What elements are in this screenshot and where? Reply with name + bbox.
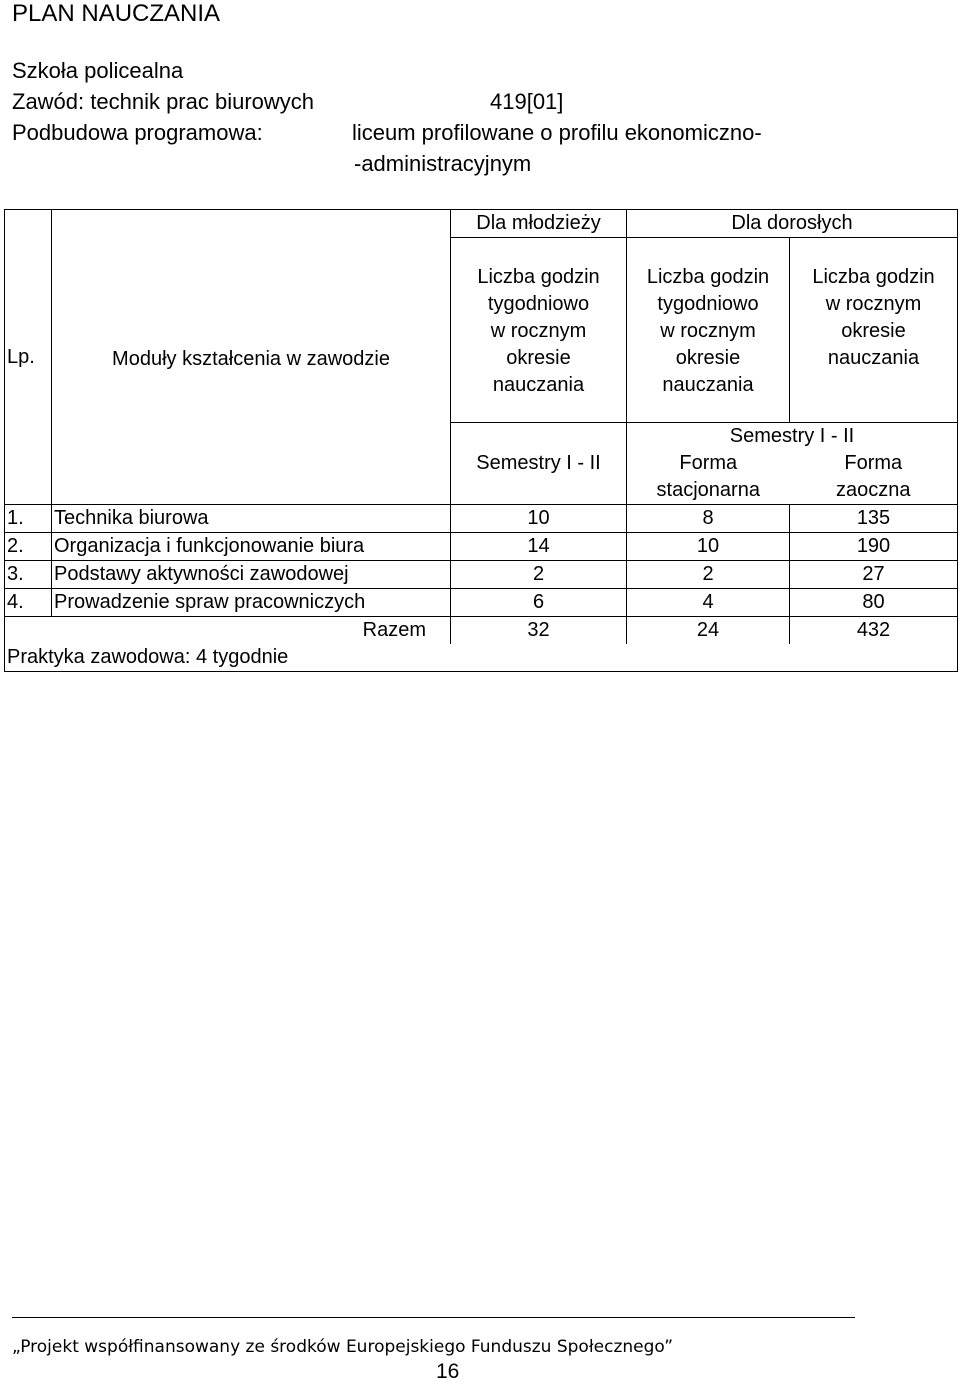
row-youth: 2	[451, 561, 627, 589]
row-module: Organizacja i funkcjonowanie biura	[52, 533, 451, 561]
header-adults-group: Dla dorosłych	[627, 210, 958, 238]
header-extramural-hours-l2: w rocznym	[825, 293, 922, 315]
header-form-stationary-l1: Forma	[679, 452, 738, 474]
header-forms	[627, 450, 957, 504]
header-extramural-hours-l1: Liczba godzin	[812, 266, 935, 288]
row-extramural: 80	[790, 589, 958, 617]
row-extramural: 27	[790, 561, 958, 589]
school-type: Szkoła policealna	[12, 58, 184, 83]
header-youth-semesters: Semestry I - II	[451, 423, 627, 505]
header-stationary-hours-l3: w rocznym	[660, 320, 756, 342]
header-form-extramural-l2: zaoczna	[836, 479, 911, 501]
header-form-stationary-l2: stacjonarna	[656, 479, 760, 501]
page-title: PLAN NAUCZANIA	[12, 0, 221, 27]
profession-code: 419[01]	[490, 89, 564, 114]
row-lp: 3.	[5, 561, 52, 589]
basis-line	[12, 120, 762, 146]
row-stationary: 2	[627, 561, 790, 589]
header-form-extramural	[790, 450, 958, 504]
table-row	[5, 505, 958, 533]
total-stationary: 24	[627, 617, 790, 645]
total-extramural: 432	[790, 617, 958, 645]
page-number: 16	[436, 1360, 460, 1383]
header-youth-hours	[451, 238, 627, 423]
header-stationary-hours-l5: nauczania	[662, 374, 754, 396]
header-youth-hours-l1: Liczba godzin	[477, 266, 600, 288]
row-youth: 10	[451, 505, 627, 533]
total-label: Razem	[5, 617, 451, 645]
header-stationary-hours	[627, 238, 790, 423]
row-extramural: 135	[790, 505, 958, 533]
curriculum-table	[4, 209, 958, 672]
table-row	[5, 589, 958, 617]
footer-project-text: „Projekt współfinansowany ze środków Europejskiego Funduszu Społecznego”	[12, 1337, 674, 1357]
header-youth-hours-l2: tygodniowo	[487, 293, 590, 315]
row-stationary: 10	[627, 533, 790, 561]
row-extramural: 190	[790, 533, 958, 561]
footer-divider	[12, 1317, 855, 1318]
header-lp	[5, 210, 52, 505]
header-form-extramural-l1: Forma	[844, 452, 903, 474]
header-adult-semesters-label: Semestry I - II	[729, 425, 855, 447]
row-stationary: 8	[627, 505, 790, 533]
row-module: Podstawy aktywności zawodowej	[52, 561, 451, 589]
row-youth: 6	[451, 589, 627, 617]
row-youth: 14	[451, 533, 627, 561]
header-lp-label: Lp.	[7, 345, 35, 368]
profession-label: Zawód: technik prac biurowych	[12, 89, 315, 114]
basis-label: Podbudowa programowa:	[12, 120, 263, 145]
header-modules	[52, 210, 451, 505]
header-modules-label: Moduły kształcenia w zawodzie	[112, 348, 390, 370]
table-row	[5, 533, 958, 561]
header-youth-hours-l3: w rocznym	[490, 320, 587, 342]
header-youth-hours-l4: okresie	[506, 347, 571, 369]
total-row	[5, 617, 958, 645]
basis-value-line1: liceum profilowane o profilu ekonomiczno-	[352, 120, 762, 145]
row-lp: 1.	[5, 505, 52, 533]
practice-text: Praktyka zawodowa: 4 tygodnie	[5, 644, 958, 672]
header-extramural-hours-l3: okresie	[841, 320, 906, 342]
header-extramural-hours	[790, 238, 958, 423]
table-row	[5, 561, 958, 589]
header-form-stationary	[627, 450, 790, 504]
header-extramural-hours-l4: nauczania	[827, 347, 920, 369]
practice-row	[5, 644, 958, 672]
basis-value-line2: -administracyjnym	[354, 151, 532, 176]
row-lp: 4.	[5, 589, 52, 617]
header-youth-hours-l5: nauczania	[492, 374, 585, 396]
profession-line	[12, 89, 563, 115]
header-stationary-hours-l2: tygodniowo	[657, 293, 759, 315]
header-stationary-hours-l4: okresie	[675, 347, 741, 369]
total-youth: 32	[451, 617, 627, 645]
row-stationary: 4	[627, 589, 790, 617]
row-lp: 2.	[5, 533, 52, 561]
row-module: Technika biurowa	[52, 505, 451, 533]
header-adult-semesters	[627, 423, 958, 505]
header-row-groups	[5, 210, 958, 238]
row-module: Prowadzenie spraw pracowniczych	[52, 589, 451, 617]
header-stationary-hours-l1: Liczba godzin	[646, 266, 770, 288]
header-youth-group: Dla młodzieży	[451, 210, 627, 238]
